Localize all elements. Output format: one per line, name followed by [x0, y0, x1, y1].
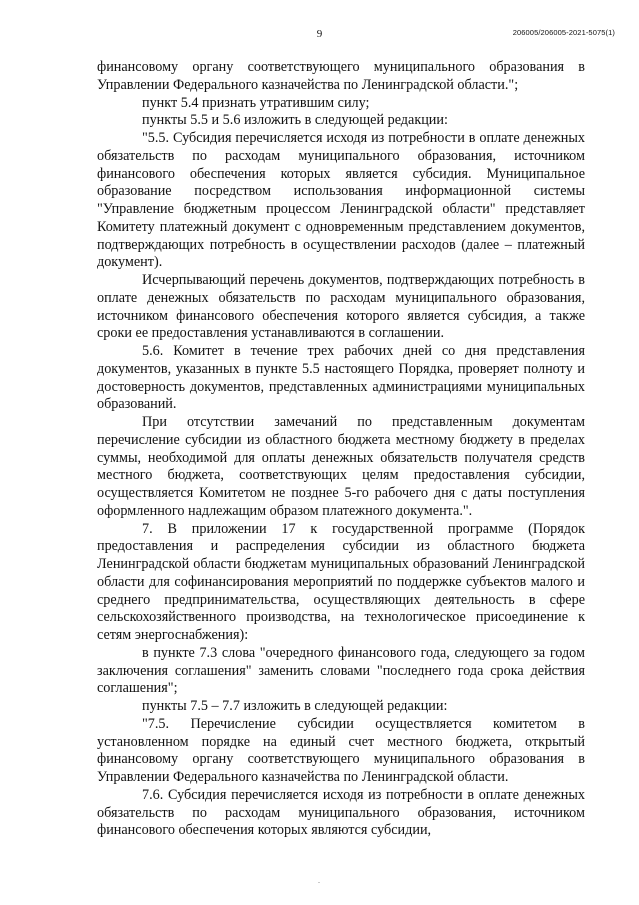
paragraph-item-5-4: пункт 5.4 признать утратившим силу;: [142, 94, 370, 111]
paragraph-7-6: 7.6. Субсидия перечисляется исходя из потребности в оплате денежных обязательств по расходам муниципального образования, источником финансового обеспечения которых являются субсидии,: [97, 786, 585, 839]
paragraph-items-7-5-7-7-intro: пункты 7.5 – 7.7 изложить в следующей редакции:: [142, 698, 448, 714]
paragraph-item-7-3: в пункте 7.3 слова "очередного финансового года, следующего за годом заключения соглашения" заменить словами "последнего года срока действия соглашения";: [97, 644, 585, 697]
paragraph-continuation: финансовому органу соответствующего муниципального образования в Управлении Федерального казначейства по Ленинградской области.";: [97, 59, 585, 93]
paragraph-items-5-5-5-6-intro: пункты 5.5 и 5.6 изложить в следующей редакции:: [142, 112, 448, 129]
footer-mark: .: [318, 876, 320, 885]
paragraph-document-list: Исчерпывающий перечень документов, подтверждающих потребность в оплате денежных обязательств по расходам муниципального образования, источником финансового обеспечения которого является субсидия, а также сроки ее предоставления устанавливаются в соглашении.: [97, 272, 585, 342]
paragraph-5-5: "5.5. Субсидия перечисляется исходя из потребности в оплате денежных обязательств по расходам муниципального образования, источником финансового обеспечения которых является субсидия. Муниципальное образование посредством использования информационной системы "Управление бюджетным процессом Ленинградской области" представляет Комитету платежный документ с одновременным представлением документов, подтверждающих потребность в осуществлении расходов (далее – платежный документ).: [97, 130, 585, 271]
document-body: [97, 59, 585, 840]
paragraph-no-remarks: При отсутствии замечаний по представленным документам перечисление субсидии из областного бюджета местному бюджету в пределах суммы, необходимой для оплаты денежных обязательств получателя средств местного бюджета, соответствующих целям предоставления субсидии, осуществляется Комитетом не позднее 5-го рабочего дня с даты поступления оформленного надлежащим образом платежного документа.".: [97, 414, 585, 519]
paragraph-item-7: 7. В приложении 17 к государственной программе (Порядок предоставления и распределения субсидии из областного бюджета Ленинградской области бюджетам муниципальных образований Ленинградской области для софинансирования мероприятий по поддержке субъектов малого и среднего предпринимательства, осуществляющих деятельность в сфере сельскохозяйственного производства, на технологическое присоединение к сетям энергоснабжения):: [97, 520, 585, 643]
page-number: 9: [316, 28, 323, 40]
paragraph-7-5: "7.5. Перечисление субсидии осуществляется комитетом в установленном порядке на единый счет местного бюджета, открытый финансовому органу соответствующего муниципального образования в Управлении Федерального казначейства по Ленинградской области.: [97, 715, 585, 785]
document-id: 206005/206005-2021-5075(1): [512, 28, 615, 37]
paragraph-5-6: 5.6. Комитет в течение трех рабочих дней со дня представления документов, указанных в пункте 5.5 настоящего Порядка, проверяет полноту и достоверность документов, представленных администрациями муниципальных образований.: [97, 343, 585, 413]
